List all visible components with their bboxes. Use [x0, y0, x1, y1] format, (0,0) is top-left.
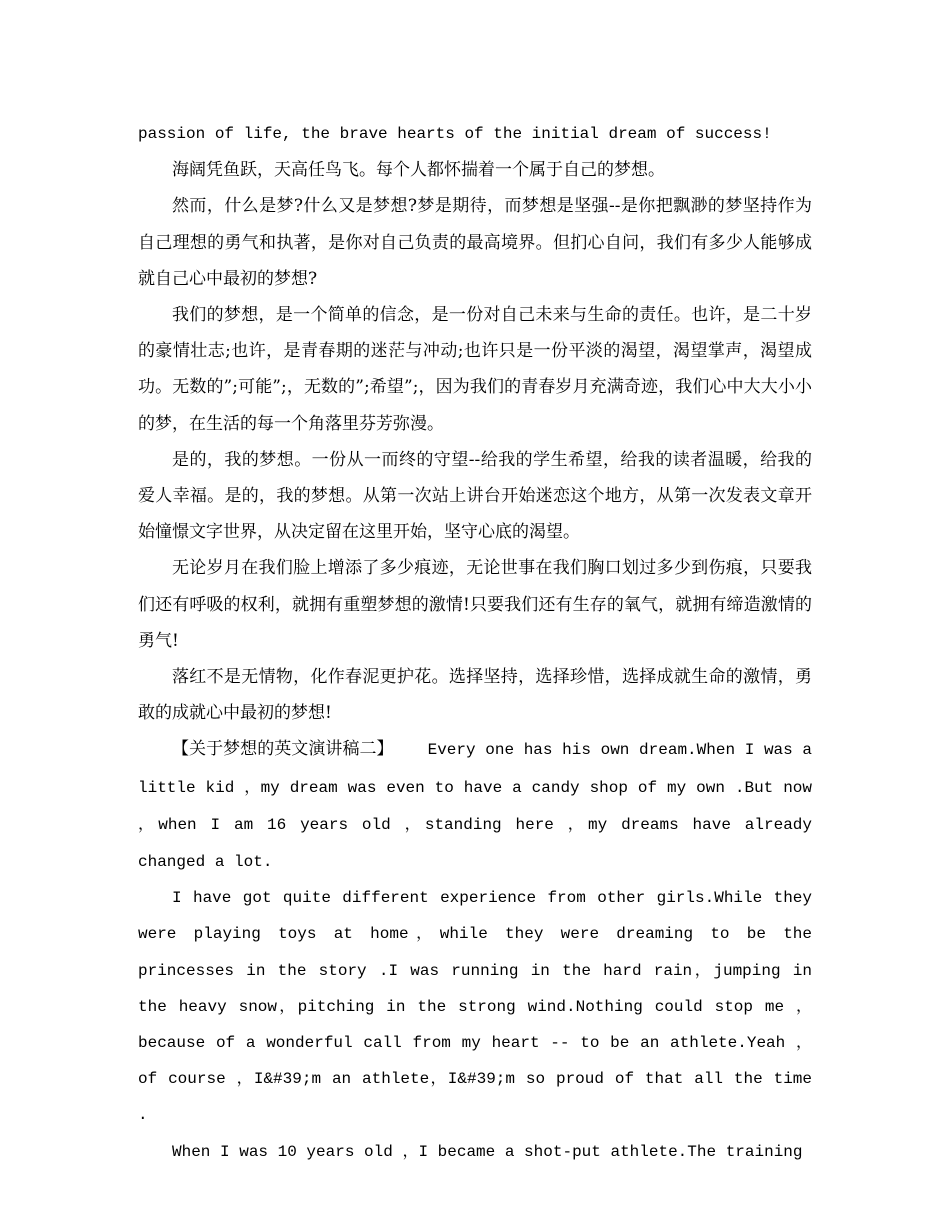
english-paragraph: I have got quite different experience from other girls.While they were playing toys at home，while they were dreaming to be the princesses in the story .I was running in the hard rain，jumping in the heavy snow，pitching in the strong wind.Nothing could stop me ，because of a wonderful call from my heart -- to be an athlete.Yeah ，of course ，I&#39;m an athlete，I&#39;m so proud of that all the time .	[138, 889, 812, 1125]
paragraph: 我们的梦想，是一个简单的信念，是一份对自己未来与生命的责任。也许，是二十岁的豪情壮志;也许，是青春期的迷茫与冲动;也许只是一份平淡的渴望，渴望掌声，渴望成功。无数的”;可能”;，无数的”;希望”;，因为我们的青春岁月充满奇迹，我们心中大大小小的梦，在生活的每一个角落里芬芳弥漫。	[138, 305, 812, 434]
paragraph: 然而，什么是梦?什么又是梦想?梦是期待，而梦想是坚强--是你把飘渺的梦坚持作为自己理想的勇气和执著，是你对自己负责的最高境界。但扪心自问，我们有多少人能够成就自己心中最初的梦想?	[138, 196, 812, 289]
section-heading: 【关于梦想的英文演讲稿二】	[172, 739, 394, 760]
paragraph: 无论岁月在我们脸上增添了多少痕迹，无论世事在我们胸口划过多少到伤痕，只要我们还有呼吸的权利，就拥有重塑梦想的激情!只要我们还有生存的氧气，就拥有缔造激情的勇气!	[138, 558, 812, 651]
english-paragraph: Every one has his own dream.When I was a little kid ，my dream was even to have a candy shop of my own .But now ，when I am 16 years old ，standing here ，my dreams have already changed a lot.	[138, 741, 813, 872]
paragraph: 海阔凭鱼跃，天高任鸟飞。每个人都怀揣着一个属于自己的梦想。	[172, 160, 665, 181]
paragraph-continuation: passion of life, the brave hearts of the initial dream of success!	[138, 125, 772, 143]
paragraph: 落红不是无情物，化作春泥更护花。选择坚持，选择珍惜，选择成就生命的激情，勇敢的成就心中最初的梦想!	[138, 667, 812, 724]
speech-section	[138, 731, 812, 880]
english-paragraph: When I was 10 years old ，I became a shot-put athlete.The training	[172, 1142, 803, 1161]
paragraph: 是的，我的梦想。一份从一而终的守望--给我的学生希望，给我的读者温暖，给我的爱人幸福。是的，我的梦想。从第一次站上讲台开始迷恋这个地方，从第一次发表文章开始憧憬文字世界，从决定留在这里开始，坚守心底的渴望。	[138, 449, 812, 543]
document-body	[138, 116, 812, 1170]
